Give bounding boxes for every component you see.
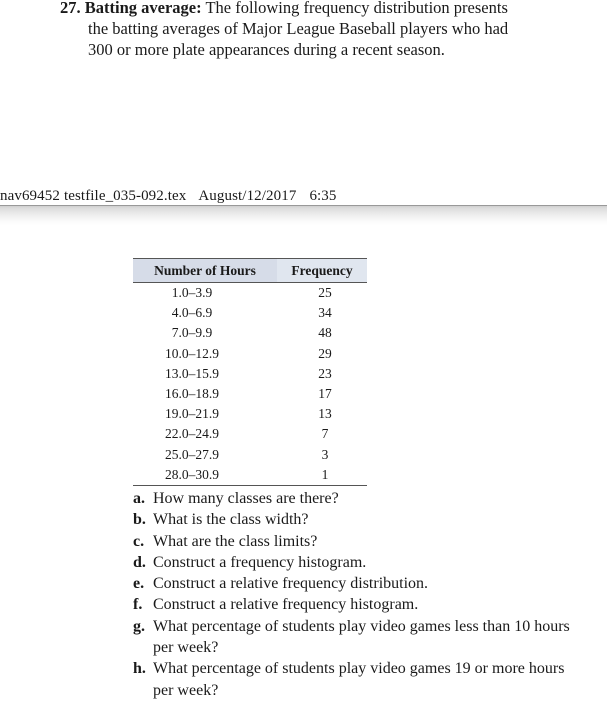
- question-label: d.: [133, 553, 146, 571]
- question-d: [133, 552, 583, 573]
- footer-file: testfile_035-092.tex: [63, 188, 187, 204]
- question-text: How many classes are there?: [153, 490, 339, 507]
- question-text: What are the class limits?: [153, 532, 318, 550]
- table-row: [133, 445, 367, 465]
- class-range: 13.0–15.9: [165, 365, 219, 381]
- question-label: g.: [133, 617, 145, 635]
- table-row: [133, 404, 367, 424]
- problem-statement: [60, 0, 580, 60]
- header-number-of-hours: Number of Hours: [133, 259, 277, 283]
- class-range: 19.0–21.9: [165, 406, 219, 422]
- question-label: b.: [133, 511, 146, 529]
- table-row: [133, 283, 367, 304]
- table-row: [133, 465, 367, 486]
- footer-user: nav69452: [0, 188, 60, 204]
- table-row: [133, 303, 367, 323]
- problem-text-line-2: the batting averages of Major League Baseball players who had: [88, 19, 509, 38]
- question-label: h.: [133, 660, 146, 678]
- class-frequency: 13: [318, 406, 332, 422]
- class-range: 4.0–6.9: [171, 305, 213, 321]
- class-frequency: 25: [318, 285, 332, 301]
- page-break-line: [0, 205, 607, 206]
- class-range: 25.0–27.9: [165, 446, 219, 462]
- problem-title: Batting average:: [84, 0, 202, 17]
- question-text: What percentage of students play video games 19 or more hours per week?: [153, 660, 565, 699]
- class-frequency: 1: [277, 465, 367, 486]
- class-frequency: 3: [321, 446, 329, 462]
- class-frequency: 17: [318, 386, 332, 402]
- table-row: [133, 323, 367, 343]
- class-range: 22.0–24.9: [165, 426, 219, 442]
- question-h: [133, 658, 583, 701]
- footer-date: August/12/2017: [198, 188, 297, 204]
- question-text: What is the class width?: [153, 511, 309, 529]
- question-f: [133, 594, 583, 615]
- class-range: 1.0–3.9: [171, 285, 213, 301]
- class-range: 7.0–9.9: [171, 325, 213, 341]
- page-break-shadow: [0, 205, 607, 225]
- question-b: [133, 509, 583, 530]
- question-g: [133, 616, 583, 659]
- table-row: [133, 344, 367, 364]
- question-text: What percentage of students play video games less than 10 hours per week?: [153, 617, 570, 657]
- problem-first-line: [60, 0, 580, 18]
- question-label: f.: [133, 596, 143, 614]
- table-row: [133, 384, 367, 404]
- file-info-footer: [0, 188, 607, 205]
- class-frequency: 23: [318, 365, 332, 381]
- class-range: 16.0–18.9: [165, 386, 219, 402]
- class-frequency: 48: [318, 325, 332, 341]
- class-frequency: 29: [318, 345, 332, 361]
- class-range: 10.0–12.9: [165, 345, 219, 361]
- question-list: [133, 488, 583, 701]
- question-c: [133, 531, 583, 552]
- question-text: Construct a relative frequency distribution.: [153, 575, 429, 593]
- question-label: a.: [133, 490, 145, 507]
- frequency-table: [133, 258, 367, 486]
- question-label: c.: [133, 532, 145, 550]
- problem-text-line-3: 300 or more plate appearances during a recent season.: [88, 40, 445, 59]
- class-frequency: 7: [321, 426, 329, 442]
- question-text: Construct a frequency histogram.: [153, 553, 367, 571]
- header-frequency: Frequency: [277, 259, 367, 283]
- problem-text-line-1: The following frequency distribution presents: [205, 0, 508, 17]
- problem-number: 27.: [60, 0, 81, 17]
- question-text: Construct a relative frequency histogram.: [153, 596, 419, 614]
- table-row: [133, 424, 367, 444]
- class-frequency: 34: [318, 305, 332, 321]
- question-label: e.: [133, 575, 145, 593]
- question-a: [133, 488, 583, 509]
- table-row: [133, 364, 367, 384]
- question-e: [133, 573, 583, 594]
- table-header-row: [133, 259, 367, 283]
- class-range: 28.0–30.9: [133, 465, 277, 486]
- footer-time: 6:35: [309, 188, 337, 204]
